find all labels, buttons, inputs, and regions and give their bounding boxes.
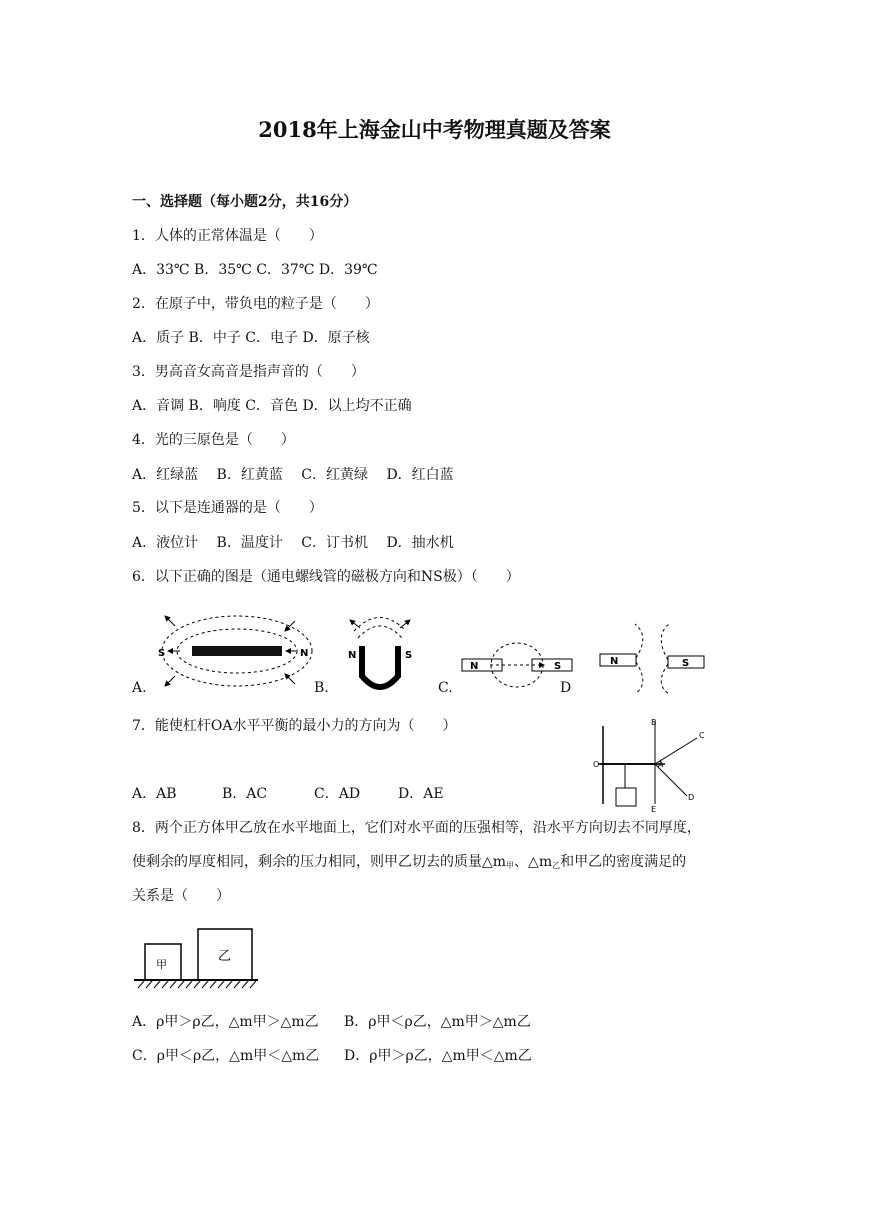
q7-point-d: D	[688, 793, 695, 802]
q2-stem: 2．在原子中，带负电的粒子是（ ）	[132, 296, 379, 312]
q8-line1: 8．两个正方体甲乙放在水平地面上，它们对水平面的压强相等，沿水平方向切去不同厚度，	[132, 820, 701, 836]
section-heading: 一、选择题（每小题2分，共16分）	[132, 194, 358, 210]
q6-label-b: B.	[314, 680, 329, 696]
q6-label-a: A.	[132, 680, 147, 696]
q4-options: A．红绿蓝 B．红黄蓝 C．红黄绿 D．红白蓝	[132, 467, 454, 483]
q6-b-pole-n: N	[348, 650, 357, 661]
q3-options: A．音调 B．响度 C．音色 D．以上均不正确	[132, 398, 412, 414]
q7-stem: 7．能使杠杆OA水平平衡的最小力的方向为（ ）	[132, 718, 457, 734]
q5-stem: 5．以下是连通器的是（ ）	[132, 500, 323, 516]
q8-option-c: C．ρ甲＜ρ乙，△m甲＜△m乙	[132, 1048, 320, 1064]
q7-lever-diagram	[585, 716, 725, 816]
q1-options: A．33℃ B．35℃ C．37℃ D．39℃	[132, 262, 378, 278]
page-title: 2018年上海金山中考物理真题及答案	[258, 117, 611, 142]
q8-line3: 关系是（ ）	[132, 888, 230, 904]
q6-b-pole-s: S	[405, 650, 413, 661]
q8-cubes-diagram	[132, 924, 262, 994]
q7-option-b: B．AC	[222, 786, 268, 802]
q6-a-pole-n: N	[300, 648, 309, 659]
q7-option-c: C．AD	[314, 786, 361, 802]
q6-c-pole-n: N	[470, 661, 479, 672]
q6-stem: 6．以下正确的图是（通电螺线管的磁极方向和NS极）（ ）	[132, 569, 520, 585]
q6-diagrams	[150, 606, 710, 696]
q6-label-c: C.	[438, 680, 453, 696]
q7-point-a: A	[658, 760, 664, 769]
q6-diagram-a	[158, 616, 312, 686]
q6-d-pole-n: N	[610, 656, 619, 667]
q6-label-d: D	[560, 680, 572, 696]
q7-point-b: B	[651, 718, 657, 727]
q3-stem: 3．男高音女高音是指声音的（ ）	[132, 364, 365, 380]
q8-box-yi: 乙	[218, 949, 232, 964]
q5-options: A．液位计 B．温度计 C．订书机 D．抽水机	[132, 535, 454, 551]
q7-option-d: D．AE	[398, 786, 444, 802]
q7-option-a: A．AB	[132, 786, 177, 802]
q6-diagram-d	[600, 624, 704, 694]
q1-stem: 1．人体的正常体温是（ ）	[132, 228, 323, 244]
q8-option-b: B．ρ甲＜ρ乙，△m甲＞△m乙	[344, 1014, 531, 1030]
q8-option-a: A．ρ甲＞ρ乙，△m甲＞△m乙	[132, 1014, 319, 1030]
q6-a-pole-s: S	[158, 648, 166, 659]
q8-box-jia: 甲	[156, 958, 167, 971]
q6-diagram-c	[462, 643, 572, 687]
q8-option-d: D．ρ甲＞ρ乙，△m甲＜△m乙	[344, 1048, 532, 1064]
q8-line2: 使剩余的厚度相同，剩余的压力相同，则甲乙切去的质量$\triangle m_甲$、$\triangle m_乙$和甲乙的密度满足的	[132, 854, 687, 870]
q7-point-o: O	[593, 760, 600, 769]
q7-point-e: E	[651, 805, 657, 814]
q4-stem: 4．光的三原色是（ ）	[132, 432, 295, 448]
q2-options: A．质子 B．中子 C．电子 D．原子核	[132, 330, 370, 346]
q6-c-pole-s: S	[554, 661, 562, 672]
q7-point-c: C	[699, 731, 705, 740]
q6-d-pole-s: S	[682, 658, 690, 669]
q6-diagram-b	[348, 618, 412, 688]
